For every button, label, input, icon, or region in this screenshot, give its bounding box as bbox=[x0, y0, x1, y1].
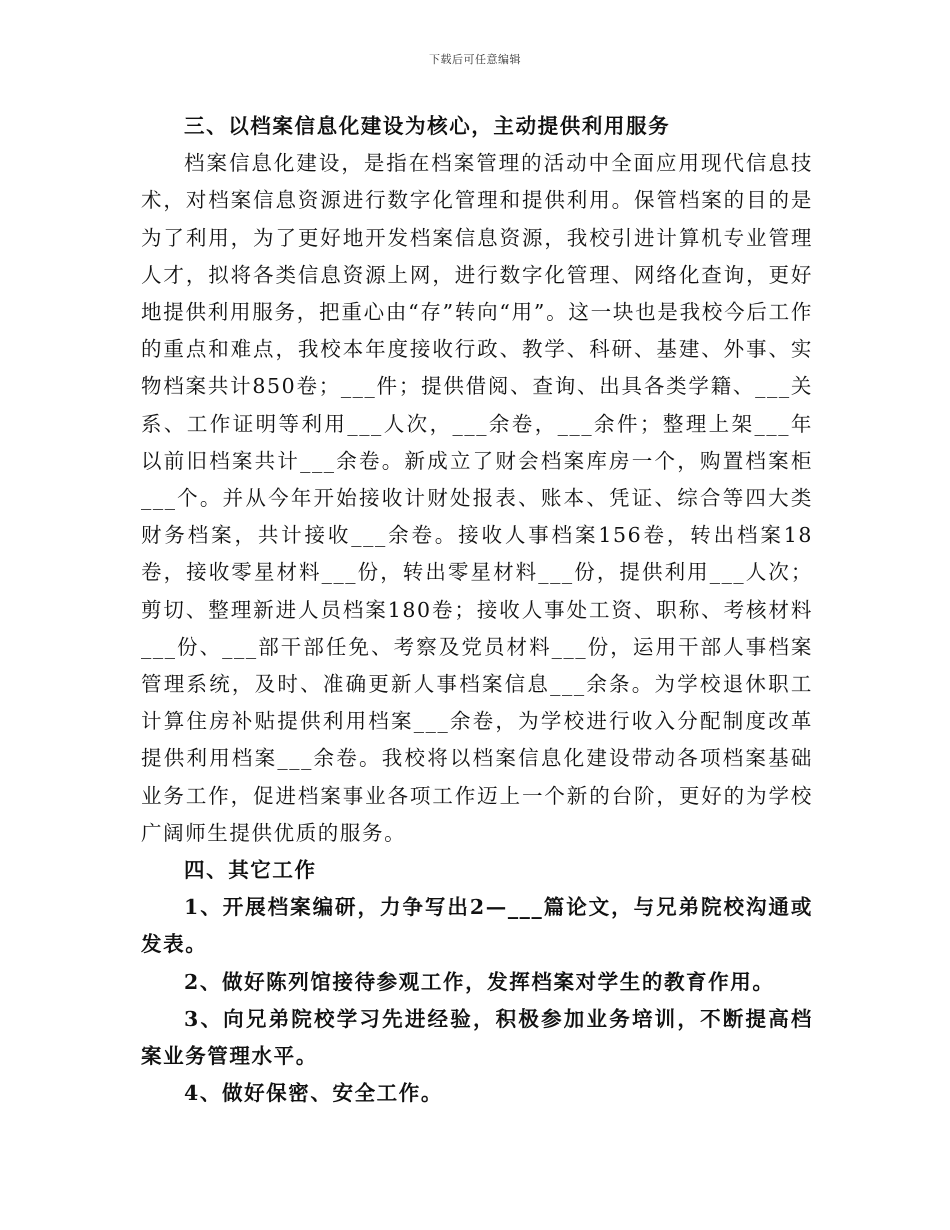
document-body bbox=[141, 108, 813, 1112]
section-3-heading: 三、以档案信息化建设为核心，主动提供利用服务 bbox=[184, 114, 671, 138]
section-4-item-3: 3、向兄弟院校学习先进经验，积极参加业务培训，不断提高档案业务管理水平。 bbox=[141, 1006, 813, 1069]
section-4-item-4: 4、做好保密、安全工作。 bbox=[184, 1081, 443, 1106]
page-header: 下载后可任意编辑 bbox=[429, 53, 521, 66]
section-4-item-2: 2、做好陈列馆接待参观工作，发挥档案对学生的教育作用。 bbox=[184, 969, 775, 994]
section-4-heading: 四、其它工作 bbox=[184, 858, 317, 883]
section-3-paragraph: 档案信息化建设，是指在档案管理的活动中全面应用现代信息技术，对档案信息资源进行数字化管理和提供利用。保管档案的目的是为了利用，为了更好地开发档案信息资源，我校引进计算机专业管理人才，拟将各类信息资源上网，进行数字化管理、网络化查询，更好地提供利用服务，把重心由“存”转向“用”。这一块也是我校今后工作的重点和难点，我校本年度接收行政、教学、科研、基建、外事、实物档案共计850卷；___件；提供借阅、查询、出具各类学籍、___关系、工作证明等利用___人次，___余卷，___余件；整理上架___年以前旧档案共计___余卷。新成立了财会档案库房一个，购置档案柜___个。并从今年开始接收计财处报表、账本、凭证、综合等四大类财务档案，共计接收___余卷。接收人事档案156卷，转出档案18卷，接收零星材料___份，转出零星材料___份，提供利用___人次；剪切、整理新进人员档案180卷；接收人事处工资、职称、考核材料___份、___部干部任免、考察及党员材料___份，运用干部人事档案管理系统，及时、准确更新人事档案信息___余条。为学校退休职工计算住房补贴提供利用档案___余卷，为学校进行收入分配制度改革提供利用档案___余卷。我校将以档案信息化建设带动各项档案基础业务工作，促进档案事业各项工作迈上一个新的台阶，更好的为学校广阔师生提供优质的服务。 bbox=[141, 151, 813, 845]
section-4-item-1: 1、开展档案编研，力争写出2—___篇论文，与兄弟院校沟通或发表。 bbox=[141, 895, 813, 957]
